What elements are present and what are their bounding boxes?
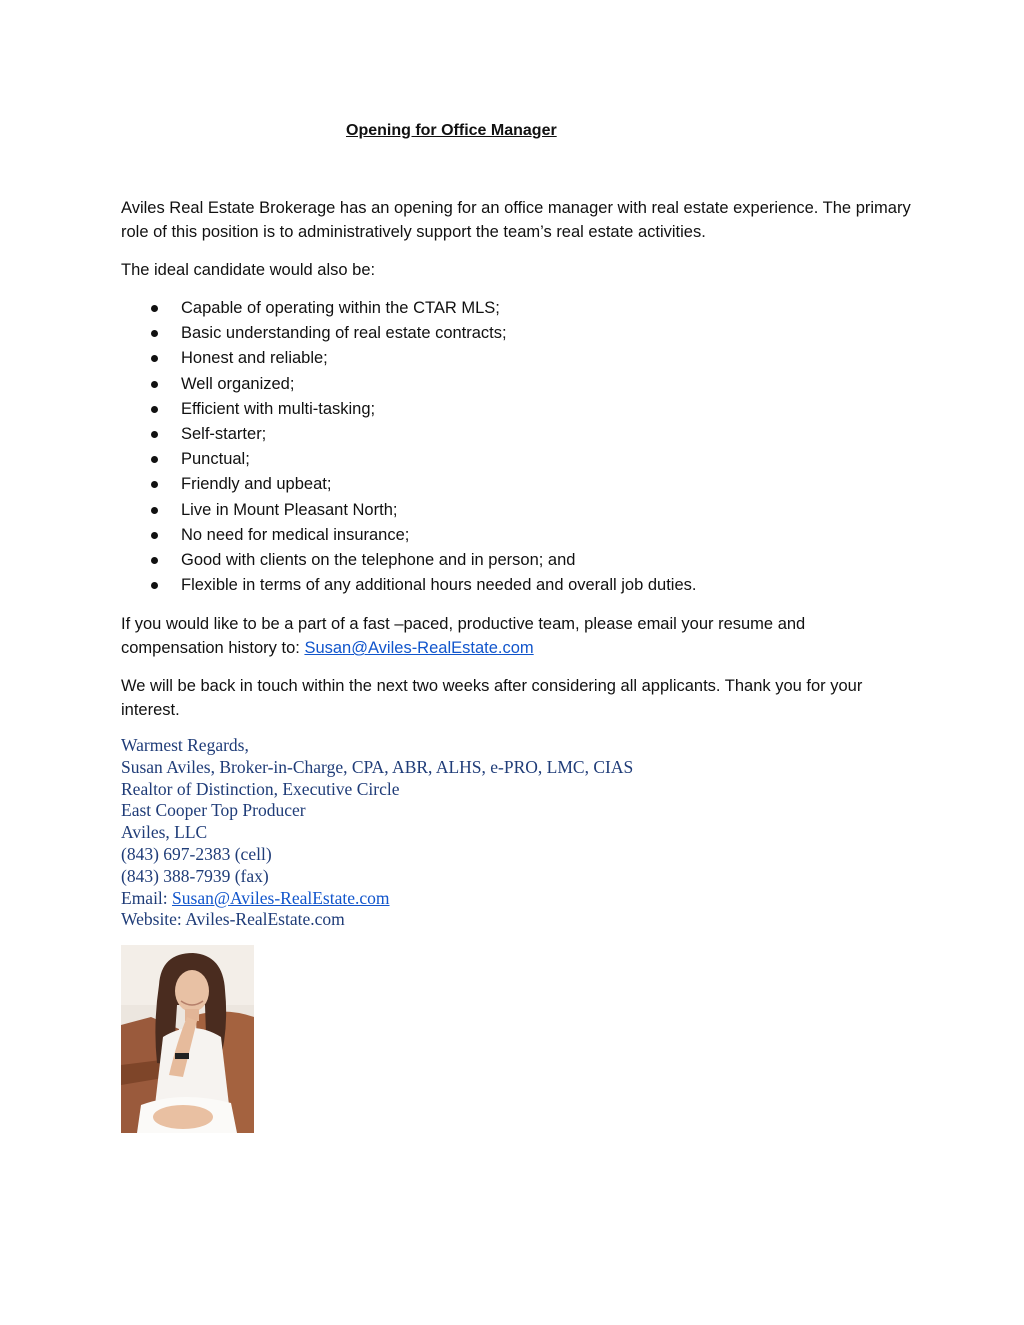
list-item-text: Basic understanding of real estate contracts; (181, 324, 507, 343)
list-item-text: Self-starter; (181, 424, 267, 443)
email-signature (121, 735, 633, 931)
list-item (121, 472, 696, 497)
signature-email-line (121, 888, 633, 910)
list-item (121, 498, 696, 523)
bullet-icon (151, 330, 158, 337)
bullet-icon (151, 582, 158, 589)
list-item (121, 397, 696, 422)
list-item-text: Honest and reliable; (181, 349, 328, 368)
bullet-icon (151, 557, 158, 564)
closing-paragraph: We will be back in touch within the next two weeks after considering all applicants. Thank you for your interest. (121, 677, 863, 719)
document-title: Opening for Office Manager (346, 122, 557, 139)
signature-company: Aviles, LLC (121, 822, 208, 843)
bullet-icon (151, 507, 158, 514)
list-item-text: Flexible in terms of any additional hours needed and overall job duties. (181, 576, 697, 595)
bullet-icon (151, 406, 158, 413)
list-item-text: No need for medical insurance; (181, 525, 410, 544)
list-item (121, 573, 696, 598)
list-item (121, 422, 696, 447)
list-item-text: Punctual; (181, 450, 250, 469)
bullet-icon (151, 481, 158, 488)
list-item (121, 447, 696, 472)
list-item (121, 372, 696, 397)
bullet-icon (151, 381, 158, 388)
signature-name: Susan Aviles, Broker-in-Charge, CPA, ABR, ALHS, e-PRO, LMC, CIAS (121, 756, 634, 777)
requirements-list (121, 296, 696, 598)
signature-email-label: Email: (121, 887, 173, 908)
apply-email-link[interactable]: Susan@Aviles-RealEstate.com (304, 639, 534, 657)
apply-text: If you would like to be a part of a fast –paced, productive team, please email your resume and compensation history to: (121, 615, 806, 657)
intro-paragraph: Aviles Real Estate Brokerage has an opening for an office manager with real estate experience. The primary role of this position is to administratively support the team’s real estate activities. (121, 199, 911, 241)
bullet-icon (151, 456, 158, 463)
signature-cell-phone: (843) 697-2383 (cell) (121, 843, 272, 864)
list-item-text: Live in Mount Pleasant North; (181, 500, 398, 519)
bullet-icon (151, 532, 158, 539)
list-item (121, 296, 696, 321)
signature-greeting: Warmest Regards, (121, 735, 249, 755)
list-item-text: Friendly and upbeat; (181, 475, 332, 494)
list-item-text: Capable of operating within the CTAR MLS; (181, 299, 500, 317)
apply-paragraph (121, 612, 911, 660)
bullet-icon (151, 355, 158, 362)
list-item (121, 548, 696, 573)
bullet-icon (151, 431, 158, 438)
signature-distinction: Realtor of Distinction, Executive Circle (121, 778, 400, 799)
list-item-text: Good with clients on the telephone and in person; and (181, 550, 576, 569)
list-item (121, 523, 696, 548)
signature-fax: (843) 388-7939 (fax) (121, 865, 269, 886)
bullet-icon (151, 305, 158, 312)
ideal-candidate-lead: The ideal candidate would also be: (121, 261, 376, 279)
list-item (121, 321, 696, 346)
list-item-text: Efficient with multi-tasking; (181, 399, 376, 418)
portrait-photo (121, 945, 254, 1133)
list-item (121, 346, 696, 371)
signature-website: Website: Aviles-RealEstate.com (121, 909, 345, 930)
signature-email-link[interactable]: Susan@Aviles-RealEstate.com (172, 887, 390, 908)
list-item-text: Well organized; (181, 374, 295, 393)
signature-producer: East Cooper Top Producer (121, 800, 306, 821)
